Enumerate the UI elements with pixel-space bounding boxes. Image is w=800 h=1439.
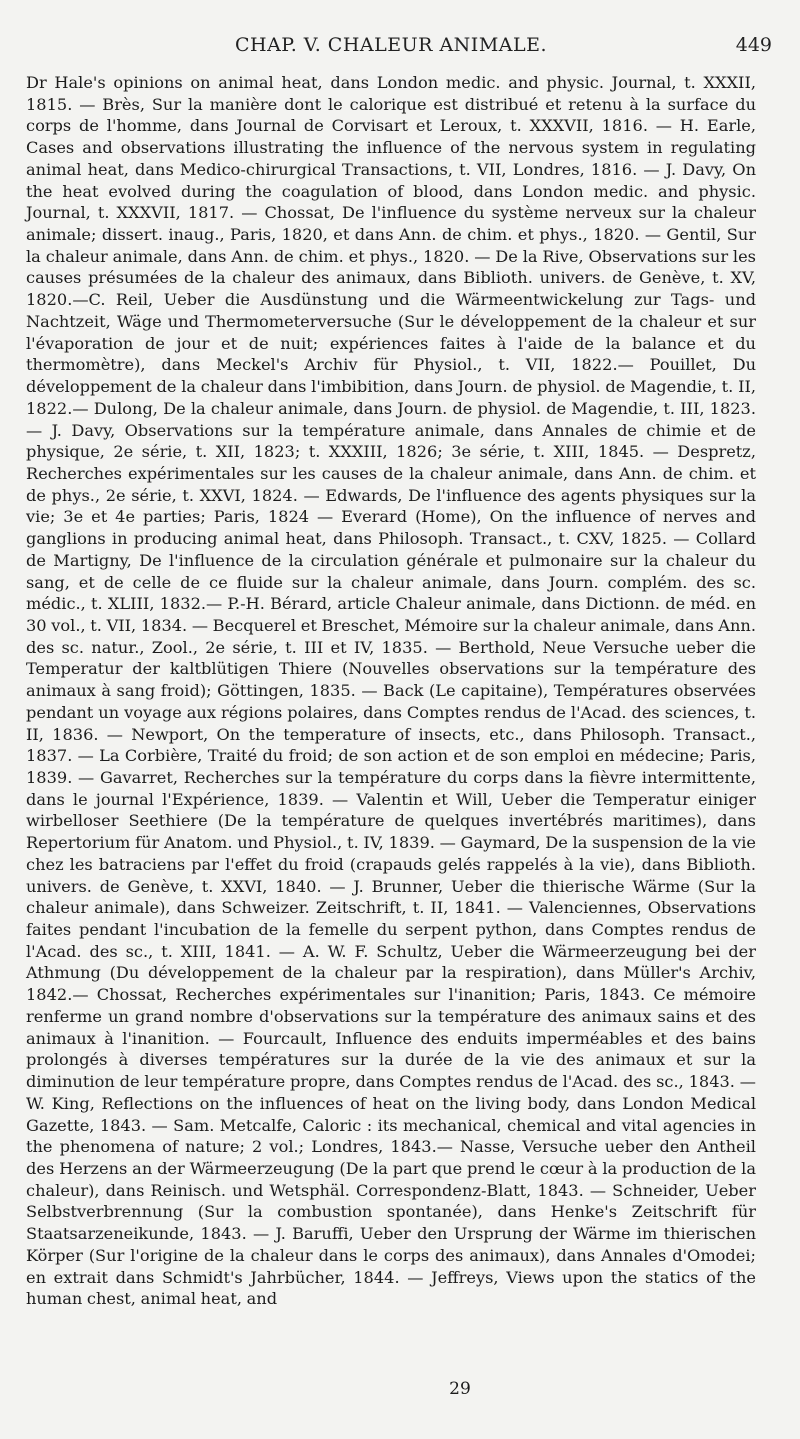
bibliography-text — [26, 72, 756, 1310]
bibliography-paragraph: Dr Hale's opinions on animal heat, dans London medic. and physic. Journal, t. XXXII, 1815. — Brès, Sur la manière dont le calorique est distribué et retenu à la surface du corps de l'homme, dans Journal de Corvisart et Leroux, t. XXXVII, 1816. — H. Earle, Cases and observations illustrating the influence of the nervous system in regulating animal heat, dans Medico-chirurgical Transactions, t. VII, Londres, 1816. — J. Davy, On the heat evolved during the coagulation of blood, dans London medic. and physic. Journal, t. XXXVII, 1817. — Chossat, De l'influence du système nerveux sur la chaleur animale; dissert. inaug., Paris, 1820, et dans Ann. de chim. et phys., 1820. — Gentil, Sur la chaleur animale, dans Ann. de chim. et phys., 1820. — De la Rive, Observations sur les causes présumées de la chaleur des animaux, dans Biblioth. univers. de Genève, t. XV, 1820.—C. Reil, Ueber die Ausdünstung und die Wärmeentwickelung zur Tags- und Nachtzeit, Wäge und Thermometerversuche (Sur le développement de la chaleur et sur l'évaporation de jour et de nuit; expériences faites à l'aide de la balance et du thermomètre), dans Meckel's Archiv für Physiol., t. VII, 1822.— Pouillet, Du développement de la chaleur dans l'imbibition, dans Journ. de physiol. de Magendie, t. II, 1822.— Dulong, De la chaleur animale, dans Journ. de physiol. de Magendie, t. III, 1823. — J. Davy, Observations sur la température animale, dans Annales de chimie et de physique, 2e série, t. XII, 1823; t. XXXIII, 1826; 3e série, t. XIII, 1845. — Despretz, Recherches expérimentales sur les causes de la chaleur animale, dans Ann. de chim. et de phys., 2e série, t. XXVI, 1824. — Edwards, De l'influence des agents physiques sur la vie; 3e et 4e parties; Paris, 1824 — Everard (Home), On the influence of nerves and ganglions in producing animal heat, dans Philosoph. Transact., t. CXV, 1825. — Collard de Martigny, De l'influence de la circulation générale et pulmonaire sur la chaleur du sang, et de celle de ce fluide sur la chaleur animale, dans Journ. complém. des sc. médic., t. XLIII, 1832.— P.-H. Bérard, article Chaleur animale, dans Dictionn. de méd. en 30 vol., t. VII, 1834. — Becquerel et Breschet, Mémoire sur la chaleur animale, dans Ann. des sc. natur., Zool., 2e série, t. III et IV, 1835. — Berthold, Neue Versuche ueber die Temperatur der kaltblütigen Thiere (Nouvelles observations sur la température des animaux à sang froid); Göttingen, 1835. — Back (Le capitaine), Températures observées pendant un voyage aux régions polaires, dans Comptes rendus de l'Acad. des sciences, t. II, 1836. — Newport, On the temperature of insects, etc., dans Philosoph. Transact., 1837. — La Corbière, Traité du froid; de son action et de son emploi en médecine; Paris, 1839. — Gavarret, Recherches sur la température du corps dans la fièvre intermittente, dans le journal l'Expérience, 1839. — Valentin et Will, Ueber die Temperatur einiger wirbelloser Seethiere (De la température de quelques invertébrés maritimes), dans Repertorium für Anatom. und Physiol., t. IV, 1839. — Gaymard, De la suspension de la vie chez les batraciens par l'effet du froid (crapauds gelés rappelés à la vie), dans Biblioth. univers. de Genève, t. XXVI, 1840. — J. Brunner, Ueber die thierische Wärme (Sur la chaleur animale), dans Schweizer. Zeitschrift, t. II, 1841. — Valenciennes, Observations faites pendant l'incubation de la femelle du serpent python, dans Comptes rendus de l'Acad. des sc., t. XIII, 1841. — A. W. F. Schultz, Ueber die Wärmeerzeugung bei der Athmung (Du développement de la chaleur par la respiration), dans Müller's Archiv, 1842.— Chossat, Recherches expérimentales sur l'inanition; Paris, 1843. Ce mémoire renferme un grand nombre d'observations sur la température des animaux sains et des animaux à l'inanition. — Fourcault, Influence des enduits imperméables et des bains prolongés à diverses températures sur la durée de la vie des animaux et sur la diminution de leur température propre, dans Comptes rendus de l'Acad. des sc., 1843. — W. King, Reflections on the influences of heat on the living body, dans London Medical Gazette, 1843. — Sam. Metcalfe, Caloric : its mechanical, chemical and vital agencies in the phenomena of nature; 2 vol.; Londres, 1843.— Nasse, Versuche ueber den Antheil des Herzens an der Wärmeerzeugung (De la part que prend le cœur à la production de la chaleur), dans Reinisch. und Wetsphäl. Correspondenz-Blatt, 1843. — Schneider, Ueber Selbstverbrennung (Sur la combustion spontanée), dans Henke's Zeitschrift für Staatsarzeneikunde, 1843. — J. Baruffi, Ueber den Ursprung der Wärme im thierischen Körper (Sur l'origine de la chaleur dans le corps des animaux), dans Annales d'Omodei; en extrait dans Schmidt's Jahrbücher, 1844. — Jeffreys, Views upon the statics of the human chest, animal heat, and — [26, 73, 756, 1309]
printer-signature-mark: 29 — [449, 1379, 471, 1399]
page-number: 449 — [735, 34, 772, 56]
running-title: CHAP. V. CHALEUR ANIMALE. — [234, 34, 548, 56]
page-header — [26, 32, 772, 62]
